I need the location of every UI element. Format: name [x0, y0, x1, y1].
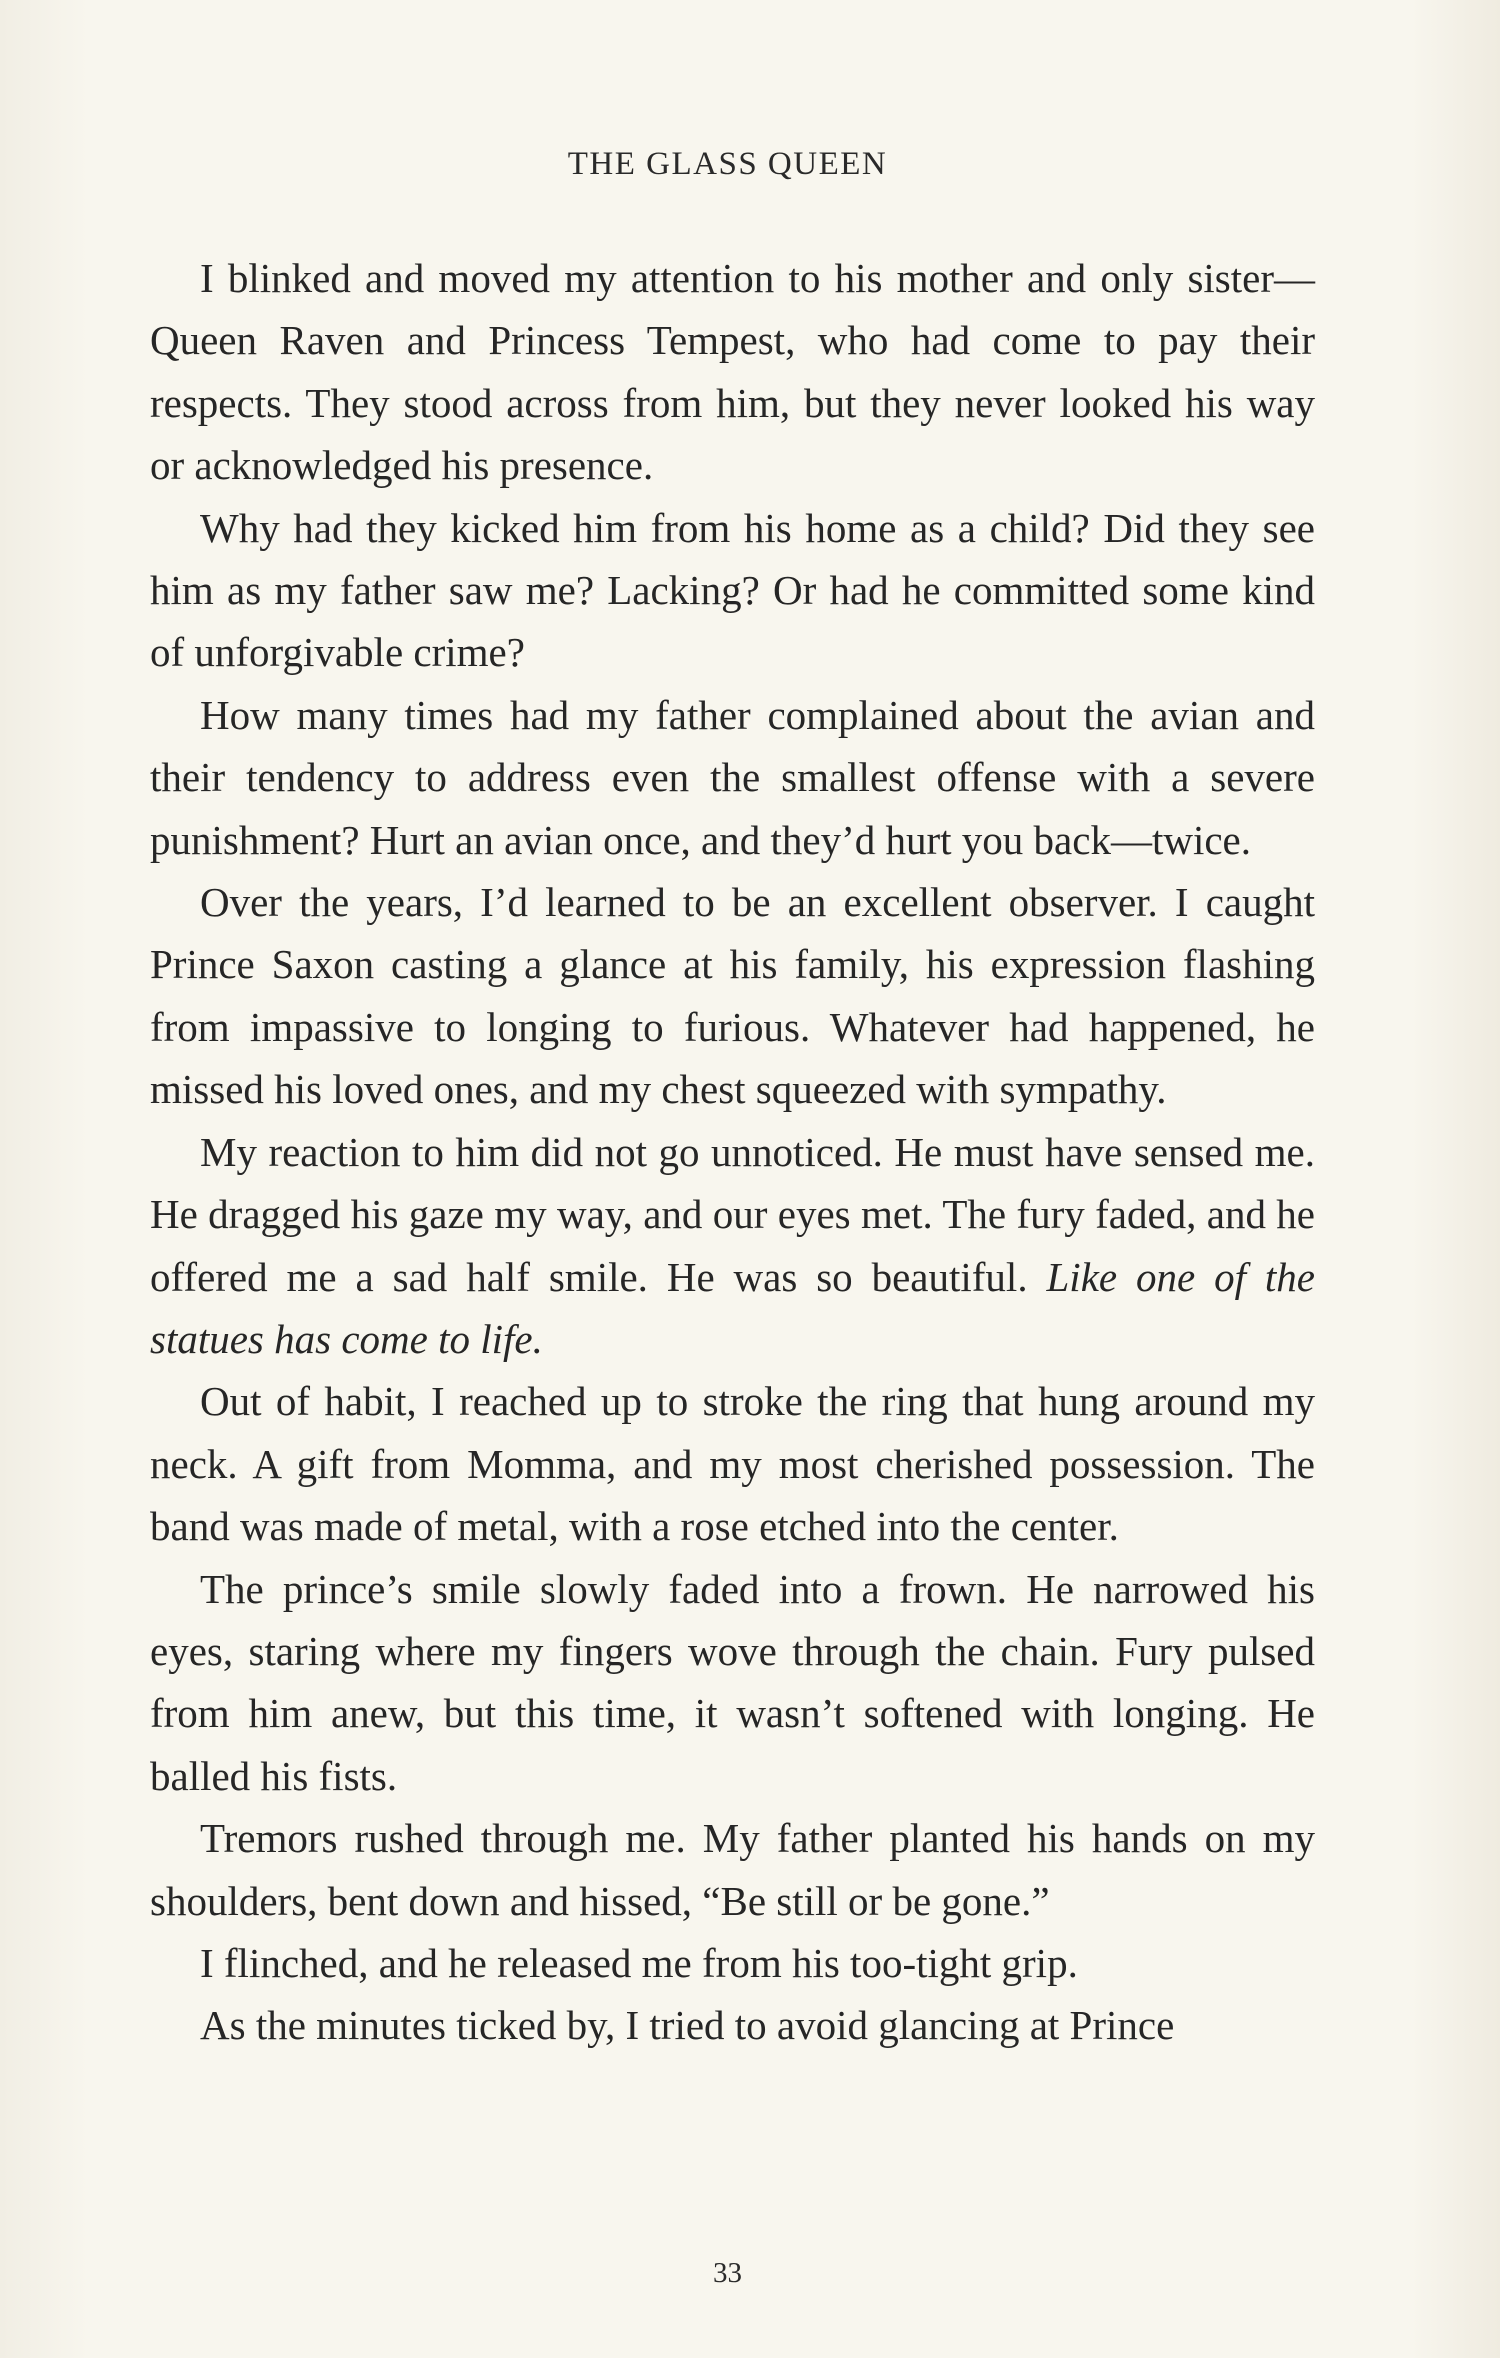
italic-thought: Like one of the statues has come to life.	[150, 1253, 1315, 1362]
paragraph-text: My reaction to him did not go unnoticed. He must have sensed me. He dragged his gaze my way, and our eyes met. The fury faded, and he offered me a sad half smile. He was so beautiful.	[150, 1128, 1315, 1300]
paragraph-text: Out of habit, I reached up to stroke the ring that hung around my neck. A gift from Momma, and my most cherished possession. The band was made of metal, with a rose etched into the center.	[150, 1378, 1315, 1550]
paragraph-text: Over the years, I’d learned to be an excellent observer. I caught Prince Saxon casting a glance at his family, his expression flashing from impassive to longing to furious. Whatever had happened, he missed his loved ones, and my chest squeezed with sympathy.	[150, 879, 1315, 1113]
paragraph	[150, 1932, 1315, 1994]
running-head: THE GLASS QUEEN	[567, 146, 888, 182]
paragraph	[150, 1121, 1315, 1371]
paragraph	[150, 247, 1315, 497]
paragraph-text: I flinched, and he released me from his too-tight grip.	[200, 1939, 1078, 1986]
paragraph	[150, 871, 1315, 1121]
paragraph	[150, 1807, 1315, 1932]
paragraph-text: I blinked and moved my attention to his mother and only sister—Queen Raven and Princess Tempest, who had come to pay their respects. They stood across from him, but they never looked his way or acknowledged his presence.	[150, 255, 1315, 489]
paragraph-text: As the minutes ticked by, I tried to avoid glancing at Prince	[200, 2002, 1175, 2049]
paragraph	[150, 1370, 1315, 1557]
paragraph	[150, 1558, 1315, 1808]
body-text	[150, 247, 1315, 2057]
paragraph	[150, 684, 1315, 871]
paragraph	[150, 497, 1315, 684]
paragraph-text: Why had they kicked him from his home as a child? Did they see him as my father saw me? Lacking? Or had he committed some kind of unforgivable crime?	[150, 504, 1315, 676]
page-number: 33	[713, 2257, 742, 2289]
paragraph-text: Tremors rushed through me. My father planted his hands on my shoulders, bent down and hissed, “Be still or be gone.”	[150, 1815, 1315, 1924]
paragraph-text: The prince’s smile slowly faded into a frown. He narrowed his eyes, staring where my fingers wove through the chain. Fury pulsed from him anew, but this time, it wasn’t softened with longing. He balled his fists.	[150, 1565, 1315, 1799]
paragraph	[150, 1994, 1315, 2056]
paragraph-text: How many times had my father complained about the avian and their tendency to address even the smallest offense with a severe punishment? Hurt an avian once, and they’d hurt you back—twice.	[150, 691, 1315, 863]
